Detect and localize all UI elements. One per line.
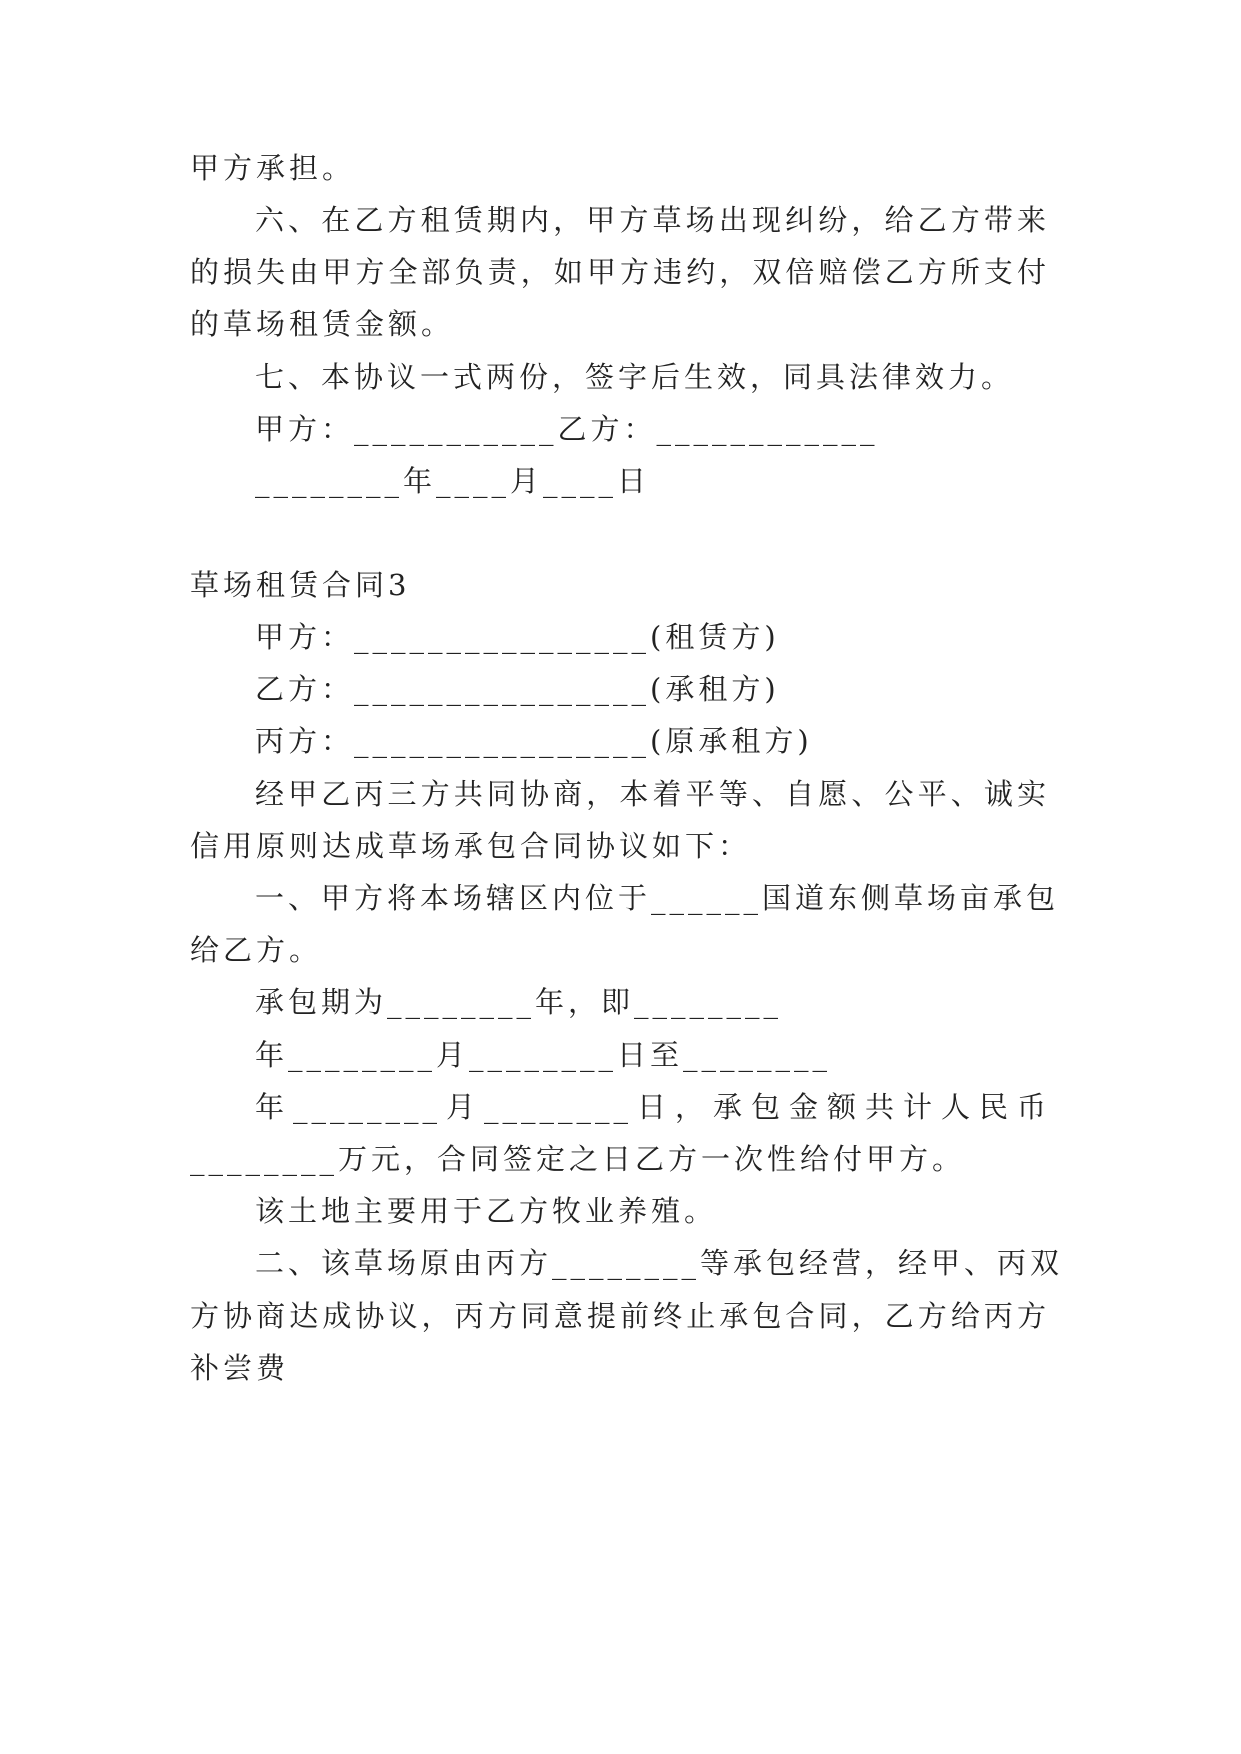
section-title: 草场租赁合同3 — [190, 568, 411, 602]
paragraph-line: 的草场租赁金额。 — [190, 307, 455, 341]
paragraph-line: 甲方承担。 — [190, 151, 356, 185]
paragraph-line: 年________月________日，承包金额共计人民币 — [255, 1090, 1050, 1124]
paragraph-line: ________万元，合同签定之日乙方一次性给付甲方。 — [190, 1142, 966, 1176]
paragraph-line: 承包期为________年，即________ — [255, 985, 783, 1019]
party-line: 甲方：________________(租赁方) — [255, 620, 780, 654]
paragraph-line: 该土地主要用于乙方牧业养殖。 — [255, 1194, 718, 1228]
paragraph-line: 经甲乙丙三方共同协商，本着平等、自愿、公平、诚实 — [255, 777, 1050, 811]
paragraph-line: 方协商达成协议，丙方同意提前终止承包合同，乙方给丙方 — [190, 1299, 1050, 1333]
date-line: ________年____月____日 — [255, 464, 651, 498]
paragraph-line: 的损失由甲方全部负责，如甲方违约，双倍赔偿乙方所支付 — [190, 255, 1050, 289]
paragraph-line: 信用原则达成草场承包合同协议如下： — [190, 829, 752, 863]
paragraph-line: 一、甲方将本场辖区内位于______国道东侧草场亩承包 — [255, 881, 1060, 915]
paragraph-line: 年________月________日至________ — [255, 1038, 832, 1072]
paragraph-line: 六、在乙方租赁期内，甲方草场出现纠纷，给乙方带来 — [255, 203, 1050, 237]
paragraph-line: 给乙方。 — [190, 933, 323, 967]
paragraph-line: 七、本协议一式两份，签字后生效，同具法律效力。 — [255, 360, 1015, 394]
paragraph-line: 补尝费 — [190, 1351, 290, 1385]
signature-line: 甲方：___________乙方：____________ — [255, 412, 879, 446]
party-line: 丙方：________________(原承租方) — [255, 724, 813, 758]
paragraph-line: 二、该草场原由丙方________等承包经营，经甲、丙双 — [255, 1246, 1064, 1280]
party-line: 乙方：________________(承租方) — [255, 672, 780, 706]
